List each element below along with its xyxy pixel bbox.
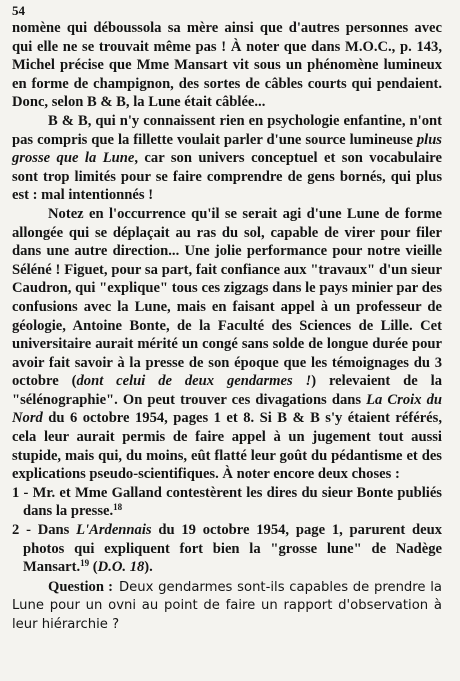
paragraph-2-emphasis: plus grosse que la Lune [12,131,442,167]
list-item-1 [12,484,442,521]
question-text: Deux gendarmes sont-ils capables de prendre la Lune pour un ovni au point de faire un rapport d'observation à leur hiérarchie ? [12,579,442,632]
reference-do-18: D.O. 18 [97,559,145,576]
list-item-2 [12,521,442,577]
list-item-2-text-f: ). [144,559,153,576]
footnote-ref-19: 19 [80,558,90,569]
list-item-2-text-a: 2 - Dans [12,522,77,539]
question-label: Question : [48,578,113,595]
list-item-2-text-c: du 19 octobre 1954, page 1, parurent deux photos qui expliquent fort bien la "grosse lune" de Nadège Mansart. [23,522,443,576]
paragraph-3-text-a: Notez en l'occurrence qu'il se serait agi d'une Lune de forme allongée qui se déplaçait au ras du sol, capable de virer pour filer dans une autre direction... Une jolie performance pour notre vieille Séléné ! Figuet, pour sa part, fait confiance aux "travaux" d'un sieur Caudron, qui "explique" tous ces zigzags dans le pays minier par des confusions avec la Lune, mais en faisant appel à un professeur de géologie, Antoine Bonte, de la Faculté des Sciences de Lille. Cet universitaire aurait mérité un congé sans solde de longue durée pour avoir fait savoir à la presse de son époque que les témoignages du 3 octobre ( [12,205,442,390]
paragraph-2 [12,112,442,205]
newspaper-title-ardennais: L'Ardennais [76,522,152,539]
paragraph-2-text-c: , car son univers conceptuel et son vocabulaire sont trop limités pour se faire comprendre de gens bornés, qui plus est : mal intentionnés ! [12,150,443,204]
paragraph-3-text-e: du 6 octobre 1954, pages 1 et 8. Si B & B s'y étaient référés, cela leur aurait permis de faire appel à un jugement tout aussi stupide, mais qui, du moins, eût flatté leur goût du pédantisme et des explications pseudo-scientifiques. À noter encore deux choses : [12,410,442,483]
footnote-ref-18: 18 [113,502,123,513]
paragraph-2-text-a: B & B, qui n'y connaissent rien en psychologie enfantine, n'ont pas compris que la fillette voulait parler d'une source lumineuse [12,112,442,148]
paragraph-3-text-c: ) relevaient de la "sélénographie". On peut trouver ces divagations dans [12,373,442,408]
paragraph-1: nomène qui déboussola sa mère ainsi que d'autres personnes avec qui elle ne se trouvait même pas ! À noter que dans M.O.C., p. 143, Michel précise que Mme Mansart vit sous un phénomène lumineux en forme de champignon, des sortes de câbles courts qui pendaient. Donc, selon B & B, la Lune était câblée... [12,20,442,111]
list-item-2-text-d: ( [89,559,98,576]
question-paragraph [12,578,442,635]
body-text [12,19,442,635]
paragraph-3 [12,205,442,484]
paragraph-3-emphasis: dont celui de deux gendarmes ! [76,373,312,390]
list-item-1-text: 1 - Mr. et Mme Galland contestèrent les dires du sieur Bonte publiés dans la presse. [12,484,442,520]
page-number: 54 [12,3,25,18]
newspaper-title-croix-du-nord: La Croix du Nord [12,391,442,427]
